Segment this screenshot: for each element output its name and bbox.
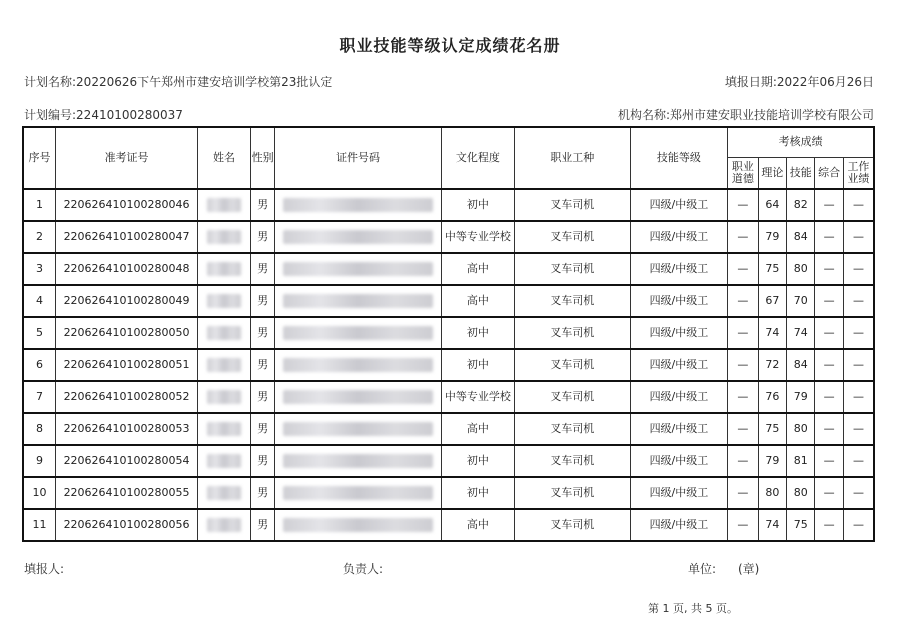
skill-score-cell: 84 [787,221,815,253]
education-cell: 初中 [441,445,514,477]
plan-number-label: 计划编号: [24,108,77,122]
seq-cell: 9 [23,445,55,477]
filler-label: 填报人: [24,562,65,576]
skill-score-cell: 79 [787,381,815,413]
plan-name-label: 计划名称: [24,75,77,89]
org-name [618,106,874,123]
table-row [23,445,874,477]
education-cell: 中等专业学校 [441,221,514,253]
education-cell: 高中 [441,253,514,285]
name-cell [198,445,251,477]
ethics-score-cell: — [728,349,758,381]
seq-cell: 2 [23,221,55,253]
theory-score-cell: 74 [758,509,786,541]
gender-cell: 男 [250,477,274,509]
header-skill: 技能 [787,157,815,189]
comprehensive-score-cell: — [815,477,843,509]
gender-cell: 男 [250,285,274,317]
ticket-number-cell: 220626410100280047 [55,221,197,253]
work-performance-cell: — [843,445,874,477]
table-row [23,509,874,541]
occupation-cell: 叉车司机 [514,349,630,381]
education-cell: 高中 [441,509,514,541]
report-date-value: 2022年06月26日 [776,75,874,89]
ticket-number-cell: 220626410100280055 [55,477,197,509]
ethics-score-cell: — [728,477,758,509]
redacted-name [207,262,241,276]
header-skill-level: 技能等级 [630,127,727,189]
redacted-id-number [283,454,433,468]
gender-cell: 男 [250,349,274,381]
name-cell [198,317,251,349]
ethics-score-cell: — [728,445,758,477]
table-row [23,253,874,285]
name-cell [198,349,251,381]
work-performance-cell: — [843,221,874,253]
redacted-name [207,294,241,308]
ethics-score-cell: — [728,221,758,253]
skill-level-cell: 四级/中级工 [630,381,727,413]
skill-score-cell: 70 [787,285,815,317]
header-occupation: 职业工种 [514,127,630,189]
header-gender: 性别 [250,127,274,189]
skill-level-cell: 四级/中级工 [630,349,727,381]
ethics-score-cell: — [728,381,758,413]
skill-score-cell: 75 [787,509,815,541]
seq-cell: 8 [23,413,55,445]
education-cell: 初中 [441,189,514,221]
table-row [23,381,874,413]
org-name-value: 郑州市建安职业技能培训学校有限公司 [669,108,874,122]
redacted-id-number [283,422,433,436]
education-cell: 初中 [441,317,514,349]
occupation-cell: 叉车司机 [514,381,630,413]
skill-level-cell: 四级/中级工 [630,477,727,509]
redacted-id-number [283,390,433,404]
skill-level-cell: 四级/中级工 [630,189,727,221]
gender-cell: 男 [250,413,274,445]
comprehensive-score-cell: — [815,445,843,477]
skill-score-cell: 74 [787,317,815,349]
theory-score-cell: 76 [758,381,786,413]
seq-cell: 11 [23,509,55,541]
header-ticket-number: 准考证号 [55,127,197,189]
occupation-cell: 叉车司机 [514,189,630,221]
report-date [725,73,874,90]
education-cell: 高中 [441,285,514,317]
name-cell [198,285,251,317]
ticket-number-cell: 220626410100280051 [55,349,197,381]
redacted-name [207,518,241,532]
seq-cell: 10 [23,477,55,509]
occupation-cell: 叉车司机 [514,317,630,349]
skill-score-cell: 80 [787,253,815,285]
seq-cell: 4 [23,285,55,317]
plan-number [24,106,183,123]
table-row [23,413,874,445]
header-id-number: 证件号码 [275,127,442,189]
skill-score-cell: 81 [787,445,815,477]
redacted-name [207,198,241,212]
redacted-name [207,230,241,244]
table-row [23,317,874,349]
theory-score-cell: 74 [758,317,786,349]
education-cell: 中等专业学校 [441,381,514,413]
theory-score-cell: 80 [758,477,786,509]
seal-label: (章) [738,562,760,576]
id-number-cell [275,477,442,509]
work-performance-cell: — [843,285,874,317]
plan-name [24,73,332,90]
comprehensive-score-cell: — [815,253,843,285]
comprehensive-score-cell: — [815,413,843,445]
gender-cell: 男 [250,221,274,253]
theory-score-cell: 79 [758,221,786,253]
work-performance-cell: — [843,413,874,445]
ticket-number-cell: 220626410100280048 [55,253,197,285]
ethics-score-cell: — [728,509,758,541]
gender-cell: 男 [250,189,274,221]
id-number-cell [275,381,442,413]
gender-cell: 男 [250,253,274,285]
redacted-name [207,358,241,372]
education-cell: 初中 [441,477,514,509]
theory-score-cell: 75 [758,253,786,285]
theory-score-cell: 64 [758,189,786,221]
header-comprehensive: 综合 [815,157,843,189]
work-performance-cell: — [843,317,874,349]
gender-cell: 男 [250,445,274,477]
ethics-score-cell: — [728,285,758,317]
work-performance-cell: — [843,349,874,381]
header-name: 姓名 [198,127,251,189]
ethics-score-cell: — [728,253,758,285]
comprehensive-score-cell: — [815,189,843,221]
header-seq: 序号 [23,127,55,189]
org-name-label: 机构名称: [617,108,670,122]
occupation-cell: 叉车司机 [514,413,630,445]
id-number-cell [275,349,442,381]
work-performance-cell: — [843,253,874,285]
skill-level-cell: 四级/中级工 [630,413,727,445]
skill-score-cell: 80 [787,413,815,445]
redacted-id-number [283,262,433,276]
gender-cell: 男 [250,381,274,413]
occupation-cell: 叉车司机 [514,477,630,509]
theory-score-cell: 72 [758,349,786,381]
occupation-cell: 叉车司机 [514,253,630,285]
name-cell [198,221,251,253]
comprehensive-score-cell: — [815,285,843,317]
plan-name-value: 20220626下午郑州市建安培训学校第23批认定 [76,75,333,89]
redacted-id-number [283,486,433,500]
id-number-cell [275,317,442,349]
redacted-name [207,390,241,404]
skill-level-cell: 四级/中级工 [630,509,727,541]
skill-level-cell: 四级/中级工 [630,221,727,253]
work-performance-cell: — [843,189,874,221]
document-title: 职业技能等级认定成绩花名册 [339,36,561,55]
comprehensive-score-cell: — [815,509,843,541]
theory-score-cell: 75 [758,413,786,445]
unit-label: 单位: [688,562,717,576]
seq-cell: 7 [23,381,55,413]
skill-score-cell: 82 [787,189,815,221]
occupation-cell: 叉车司机 [514,445,630,477]
occupation-cell: 叉车司机 [514,221,630,253]
report-date-label: 填报日期: [724,75,777,89]
seq-cell: 1 [23,189,55,221]
occupation-cell: 叉车司机 [514,509,630,541]
table-row [23,477,874,509]
ticket-number-cell: 220626410100280050 [55,317,197,349]
ticket-number-cell: 220626410100280053 [55,413,197,445]
redacted-name [207,486,241,500]
skill-level-cell: 四级/中级工 [630,253,727,285]
name-cell [198,509,251,541]
header-work-performance: 工作业绩 [843,157,874,189]
redacted-id-number [283,518,433,532]
header-education: 文化程度 [441,127,514,189]
table-row [23,285,874,317]
header-scores-group: 考核成绩 [728,127,874,157]
id-number-cell [275,413,442,445]
ethics-score-cell: — [728,189,758,221]
id-number-cell [275,509,442,541]
id-number-cell [275,285,442,317]
name-cell [198,413,251,445]
name-cell [198,381,251,413]
comprehensive-score-cell: — [815,317,843,349]
comprehensive-score-cell: — [815,221,843,253]
gender-cell: 男 [250,317,274,349]
theory-score-cell: 79 [758,445,786,477]
work-performance-cell: — [843,509,874,541]
theory-score-cell: 67 [758,285,786,317]
education-cell: 初中 [441,349,514,381]
occupation-cell: 叉车司机 [514,285,630,317]
table-row [23,189,874,221]
work-performance-cell: — [843,381,874,413]
ethics-score-cell: — [728,413,758,445]
ticket-number-cell: 220626410100280054 [55,445,197,477]
skill-score-cell: 80 [787,477,815,509]
redacted-id-number [283,230,433,244]
comprehensive-score-cell: — [815,349,843,381]
ticket-number-cell: 220626410100280052 [55,381,197,413]
gender-cell: 男 [250,509,274,541]
score-roster-table [22,126,875,542]
skill-level-cell: 四级/中级工 [630,317,727,349]
redacted-name [207,454,241,468]
skill-score-cell: 84 [787,349,815,381]
ticket-number-cell: 220626410100280056 [55,509,197,541]
redacted-name [207,422,241,436]
id-number-cell [275,189,442,221]
ethics-score-cell: — [728,317,758,349]
header-theory: 理论 [758,157,786,189]
page-info: 第 1 页, 共 5 页。 [648,602,738,615]
skill-level-cell: 四级/中级工 [630,285,727,317]
comprehensive-score-cell: — [815,381,843,413]
name-cell [198,189,251,221]
table-row [23,349,874,381]
seq-cell: 5 [23,317,55,349]
responsible-label: 负责人: [343,562,384,576]
seq-cell: 6 [23,349,55,381]
skill-level-cell: 四级/中级工 [630,445,727,477]
plan-number-value: 22410100280037 [76,108,183,122]
redacted-id-number [283,198,433,212]
table-row [23,221,874,253]
redacted-id-number [283,358,433,372]
name-cell [198,477,251,509]
ticket-number-cell: 220626410100280046 [55,189,197,221]
ticket-number-cell: 220626410100280049 [55,285,197,317]
id-number-cell [275,221,442,253]
redacted-id-number [283,326,433,340]
name-cell [198,253,251,285]
seq-cell: 3 [23,253,55,285]
work-performance-cell: — [843,477,874,509]
redacted-name [207,326,241,340]
header-ethics: 职业道德 [728,157,758,189]
education-cell: 高中 [441,413,514,445]
redacted-id-number [283,294,433,308]
id-number-cell [275,253,442,285]
id-number-cell [275,445,442,477]
